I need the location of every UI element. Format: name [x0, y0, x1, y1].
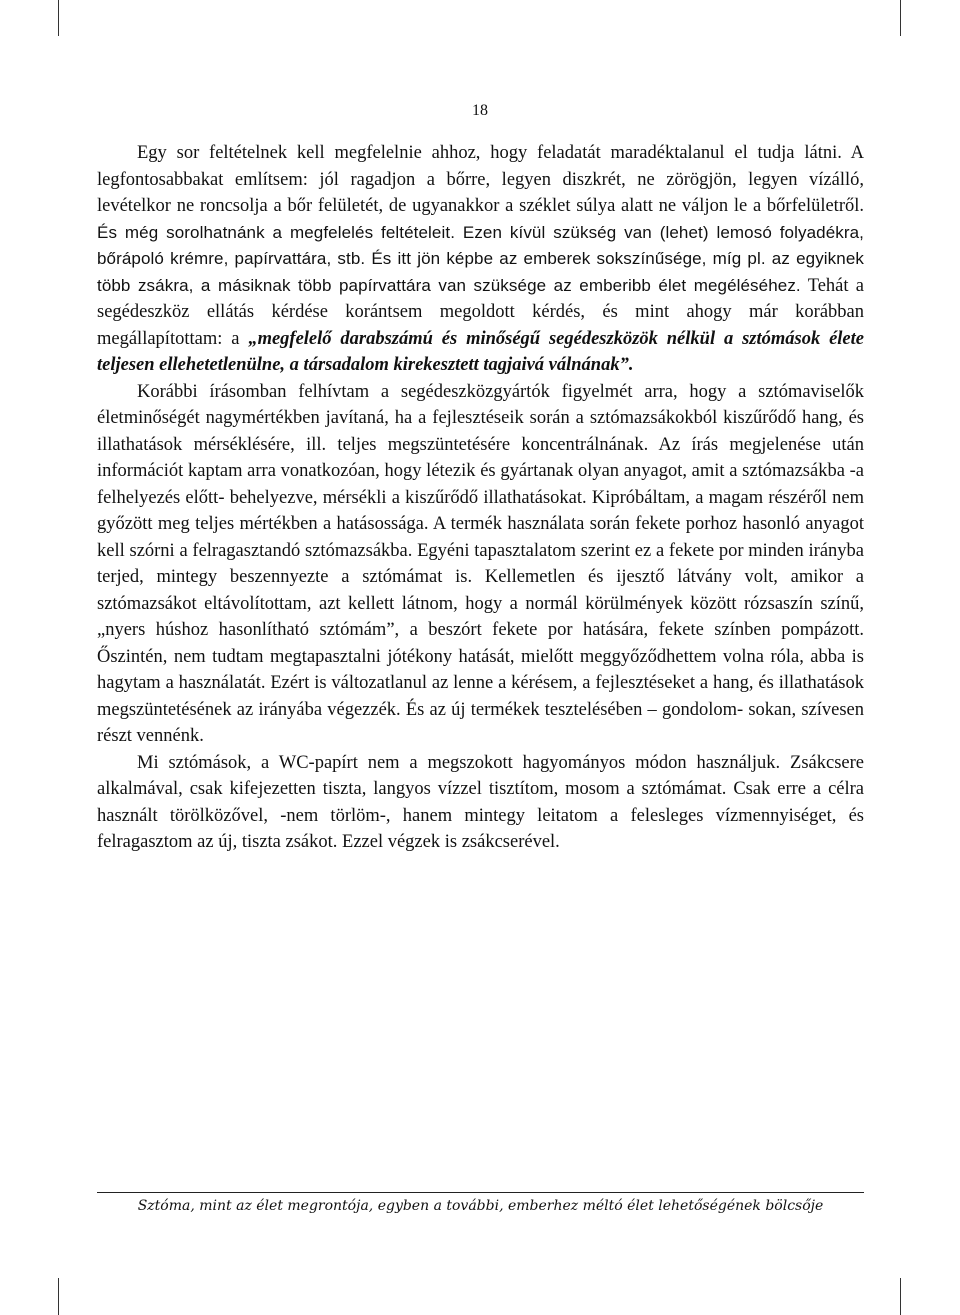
page-number: 18: [472, 102, 488, 119]
paragraph-1: [97, 140, 864, 379]
paragraph-2: Korábbi írásomban felhívtam a segédeszközgyártók figyelmét arra, hogy a sztómaviselők életminőségét nagymértékben javítaná, ha a fejlesztéseik során a sztómazsákokból kiszűrődő hang, és illathatások mérséklésére, ill. teljes megszüntetésére koncentrálnának. Az írás megjelenése után információt kaptam arra vonatkozóan, hogy létezik és gyártanak olyan anyagot, amit a sztómazsákba -a felhelyezés előtt- behelyezve, mérsékli a kiszűrődő illathatásokat. Kipróbáltam, a magam részéről nem győzött meg teljes mértékben a hatásossága. A termék használata során fekete porhoz hasonló anyagot kell szórni a felragasztandó sztómazsákba. Egyéni tapasztalatom szerint ez a fekete por minden irányba terjed, mintegy beszennyezte a sztómámat is. Kellemetlen és ijesztő látvány volt, amikor a sztómazsákot eltávolítottam, azt kellett látnom, hogy a normál körülmények között rózsaszín színű, „nyers húshoz hasonlítható sztómám”, a beszórt fekete por hatására, fekete színben pompázott. Őszintén, nem tudtam megtapasztalni jótékony hatását, mielőtt meggyőződhettem volna róla, abba is hagytam a használatát. Ezért is változatlanul az lenne a kérésem, a fejlesztéseket a hang, és illathatások megszüntetésének az irányába végezzék. És az új termékek tesztelésében – gondolom- sokan, szívesen részt vennénk.: [97, 381, 864, 746]
running-footer: Sztóma, mint az élet megrontója, egyben a további, emberhez méltó élet lehetőségének bölcsője: [137, 1198, 824, 1214]
footer-divider: [97, 1192, 864, 1193]
paragraph-1-text-c: az egyiknek több zsákra, a másiknak több papírvattára van szüksége az emberibb élet megéléséhez.: [97, 249, 864, 295]
crop-mark-bottom-left: [58, 1278, 59, 1315]
paragraph-1-emphasis: „megfelelő darabszámú és minőségű segédeszközök nélkül a sztómások élete teljesen ellehetetlenülne, a társadalom kirekesztett tagjaivá válnának”.: [97, 328, 864, 375]
crop-mark-top-right: [900, 0, 901, 36]
crop-mark-bottom-right: [900, 1278, 901, 1315]
crop-mark-top-left: [58, 0, 59, 36]
paragraph-1-text-d: Tehát a segédeszköz ellátás kérdése korántsem megoldott kérdés, és mint ahogy már korábban megállapítottam: a: [97, 275, 864, 349]
paragraph-1-text-a: Egy sor feltételnek kell megfelelnie ahhoz, hogy feladatát maradéktalanul el tudja látni. A legfontosabbakat említsem: jól ragadjon a bőrre, legyen diszkrét, ne zörögjön, legyen vízálló, levételkor ne roncsolja a bőr felületét, de ugyanakkor a széklet súlya alatt ne váljon le a bőrfelületről.: [97, 143, 864, 216]
paragraph-3: Mi sztómások, a WC-papírt nem a megszokott hagyományos módon használjuk. Zsákcsere alkalmával, csak kifejezetten tiszta, langyos vízzel tisztítom, mosom a sztómámat. Csak erre a célra használt törölközővel, -nem törlöm-, hanem mintegy leitatom a felesleges vízmennyiséget, és felragasztom az új, tiszta zsákot. Ezzel végzek is zsákcserével.: [97, 752, 864, 852]
paragraph-1-text-b: És még sorolhatnánk a megfelelés feltételeit. Ezen kívül szükség van (lehet) lemosó folyadékra, bőrápoló krémre, papírvattára, stb. És itt jön képbe az emberek sokszínűsége, míg pl.: [97, 222, 864, 268]
page-body: [97, 140, 864, 856]
